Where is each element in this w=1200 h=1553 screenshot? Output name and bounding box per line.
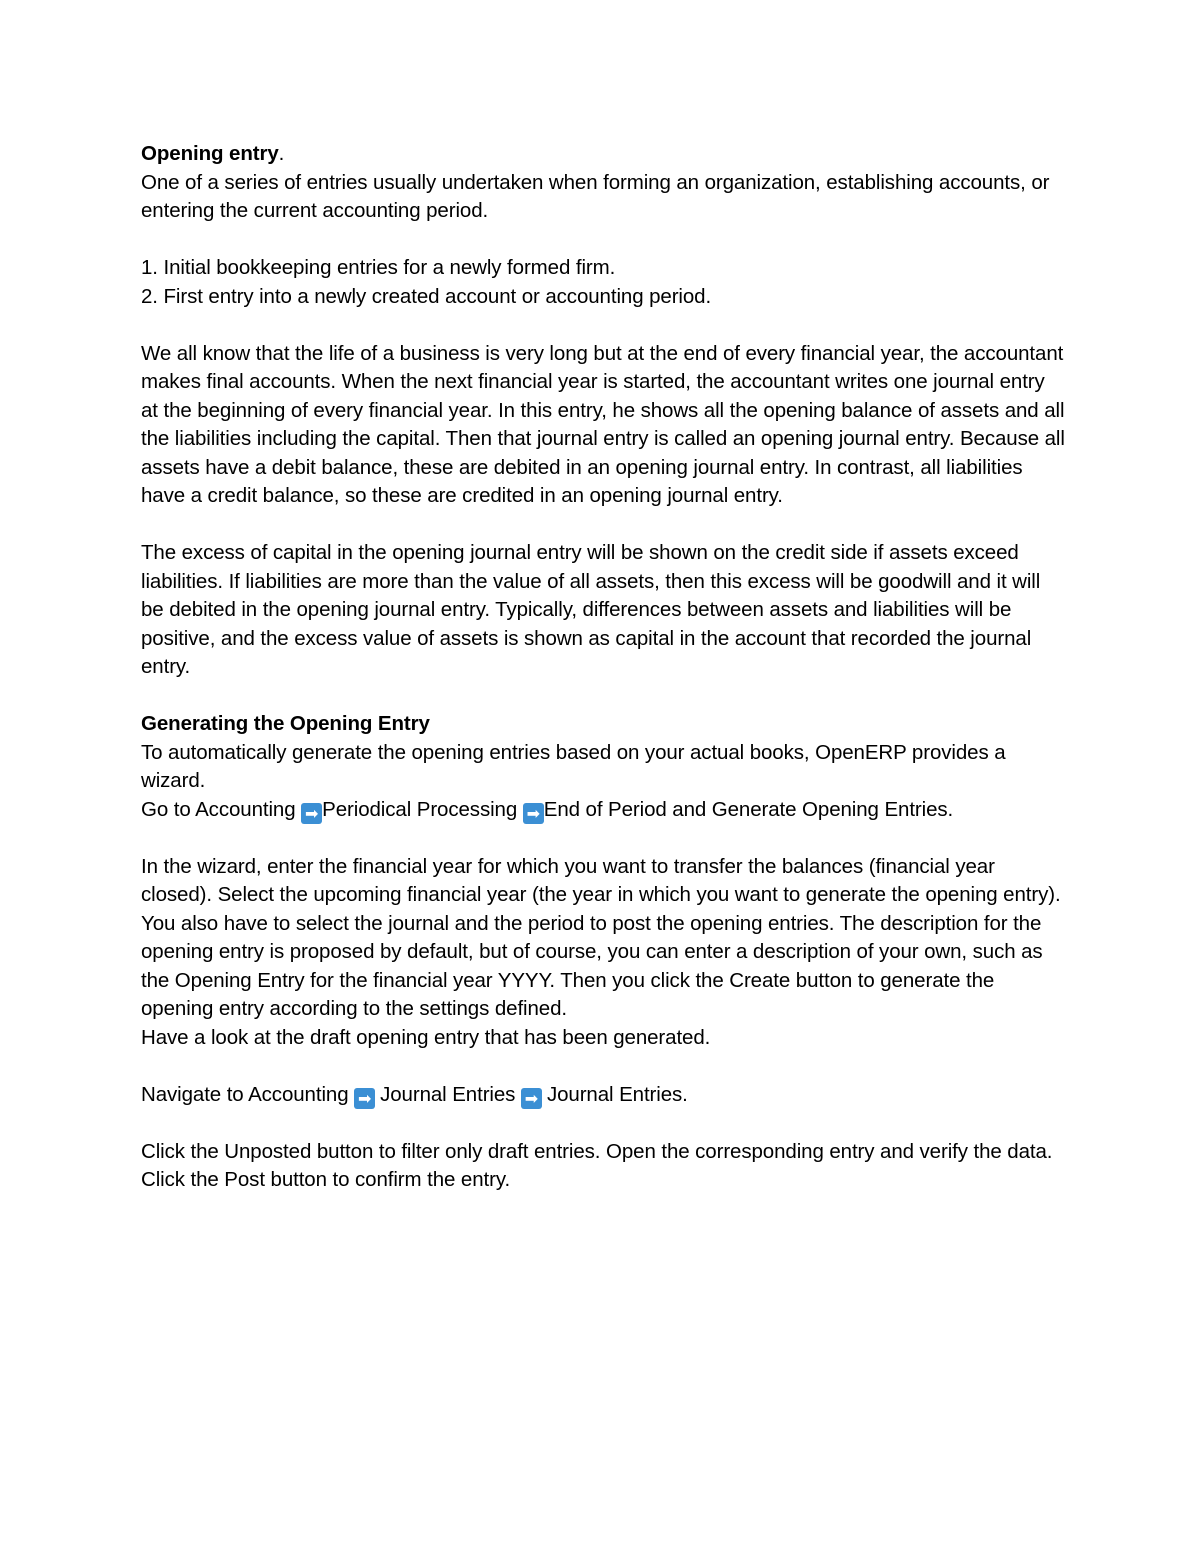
goto-instructions <box>141 796 1066 825</box>
right-arrow-icon: ➡ <box>521 1088 542 1109</box>
wizard-paragraph: In the wizard, enter the financial year for which you want to transfer the balances (financial year closed). Select the upcoming financial year (the year in which you want to generate the opening entry). You also have to select the journal and the period to post the opening entries. The description for the opening entry is proposed by default, but of course, you can enter a description of your own, such as the Opening Entry for the financial year YYYY. Then you click the Create button to generate the opening entry according to the settings defined. <box>141 854 1061 1020</box>
goto-prefix: Go to Accounting <box>141 797 302 821</box>
paragraph-gap <box>141 824 1066 853</box>
draft-line: Have a look at the draft opening entry that has been generated. <box>141 1025 711 1049</box>
goto-step2: End of Period and Generate Opening Entries. <box>543 797 954 821</box>
paragraph-gap <box>141 1052 1066 1081</box>
document-page <box>141 140 1066 1195</box>
paragraph-gap <box>141 226 1066 255</box>
body-paragraph: We all know that the life of a business is very long but at the end of every financial year, the accountant makes final accounts. When the next financial year is started, the accountant writes one journal entry at the beginning of every financial year. In this entry, he shows all the opening balance of assets and all the liabilities including the capital. Then that journal entry is called an opening journal entry. Because all assets have a debit balance, these are debited in an opening journal entry. In contrast, all liabilities have a credit balance, so these are credited in an opening journal entry. <box>141 341 1065 507</box>
heading-suffix: . <box>278 142 285 165</box>
heading-generating-opening-entry: Generating the Opening Entry <box>141 712 430 735</box>
paragraph-gap <box>141 1109 1066 1138</box>
section-heading <box>141 140 1066 169</box>
body-paragraph: The excess of capital in the opening journal entry will be shown on the credit side if assets exceed liabilities. If liabilities are more than the value of all assets, then this excess will be goodwill and it will be debited in the opening journal entry. Typically, differences between assets and liabilities will be positive, and the excess value of assets is shown as capital in the account that recorded the journal entry. <box>141 541 1041 678</box>
heading-opening-entry: Opening entry <box>141 142 279 165</box>
right-arrow-icon: ➡ <box>354 1088 375 1109</box>
right-arrow-icon: ➡ <box>301 803 322 824</box>
right-arrow-icon: ➡ <box>523 803 544 824</box>
goto-step1: Periodical Processing <box>322 797 523 821</box>
final-paragraph: Click the Unposted button to filter only draft entries. Open the corresponding entry and verify the data. Click the Post button to confirm the entry. <box>141 1139 1053 1191</box>
definition-paragraph: One of a series of entries usually undertaken when forming an organization, establishing accounts, or entering the current accounting period. <box>141 170 1050 222</box>
navigate-step1: Journal Entries <box>380 1082 521 1106</box>
list-item: 1. Initial bookkeeping entries for a newly formed firm. <box>141 256 616 279</box>
intro-paragraph: To automatically generate the opening entries based on your actual books, OpenERP provides a wizard. <box>141 740 1006 792</box>
paragraph-gap <box>141 682 1066 711</box>
paragraph-gap <box>141 511 1066 540</box>
navigate-prefix: Navigate to Accounting <box>141 1082 355 1106</box>
list-item: 2. First entry into a newly created account or accounting period. <box>141 284 712 308</box>
navigate-instructions <box>141 1081 1066 1110</box>
paragraph-gap <box>141 311 1066 340</box>
navigate-step2: Journal Entries. <box>546 1082 688 1106</box>
